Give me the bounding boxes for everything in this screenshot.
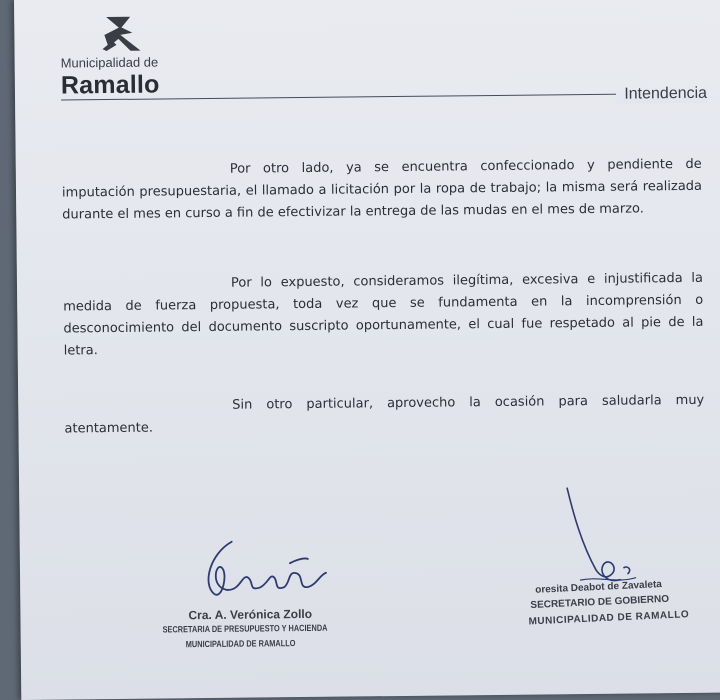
paragraph-conclusion: Por lo expuesto, consideramos ilegítima, excesiva e injustificada la medida de fuerza propuesta, toda vez que se fundamenta en la incomprensión o desconocimiento del documento suscripto oportunamente, el cual fue respetado al pie de la letra. bbox=[63, 270, 704, 359]
municipality-name: Ramallo bbox=[60, 70, 160, 100]
letter-page bbox=[14, 0, 720, 700]
handwritten-signature-right bbox=[539, 483, 650, 594]
signatory-left-institution: MUNICIPALIDAD DE RAMALLO bbox=[185, 638, 296, 650]
signatory-right-name: oresita Deabot de Zavaleta bbox=[534, 579, 663, 596]
paragraph-closing: Sin otro particular, aprovecho la ocasión para saludarla muy atentamente. bbox=[64, 392, 705, 437]
municipality-prefix: Municipalidad de bbox=[60, 54, 159, 71]
signatory-left-role: SECRETARIA DE PRESUPUESTO Y HACIENDA bbox=[162, 622, 328, 635]
paragraph-work-clothing: Por otro lado, ya se encuentra confeccionado y pendiente de imputación presupuestaria, el llamado a licitación por la ropa de trabajo; la misma será realizada durante el mes en curso a fin de efectivizar la entrega de las mudas en el mes de marzo. bbox=[61, 156, 703, 223]
signatory-right-role: SECRETARIO DE GOBIERNO bbox=[530, 593, 670, 612]
handwritten-signature-left bbox=[170, 533, 341, 605]
ramallo-logo-icon bbox=[90, 11, 146, 56]
signatory-right-institution: MUNICIPALIDAD DE RAMALLO bbox=[528, 609, 690, 628]
department-label: Intendencia bbox=[616, 85, 707, 104]
signatory-left-name: Cra. A. Verónica Zollo bbox=[188, 606, 313, 623]
